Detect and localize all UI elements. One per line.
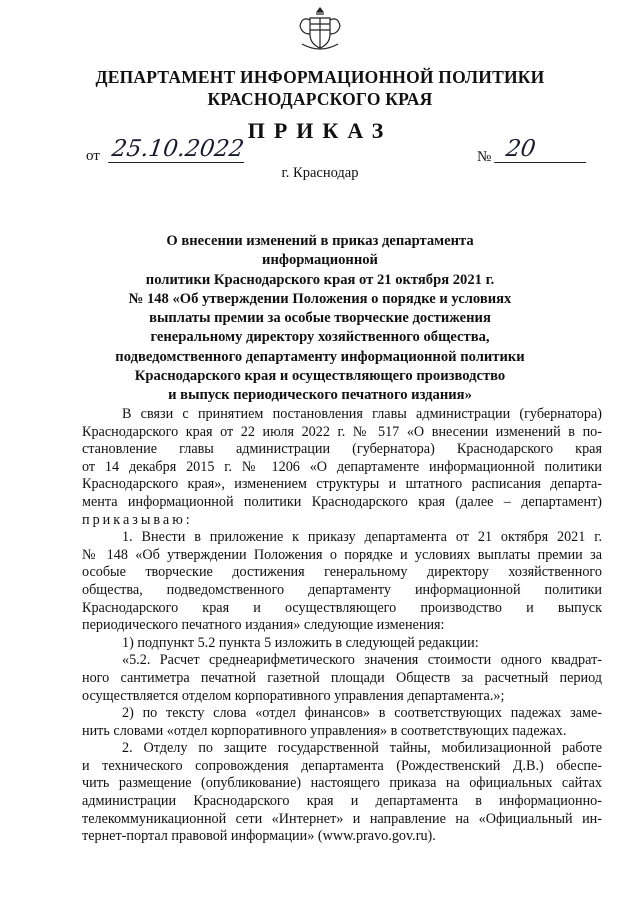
body-line: мента информационной политики Краснодарского края (далее – департамент): [82, 493, 602, 510]
department-line-2: КРАСНОДАРСКОГО КРАЯ: [207, 89, 433, 109]
body-line: и технического сопровождения департамента (Рождественский Д.В.) обеспе-: [82, 757, 602, 774]
subject-line: О внесении изменений в приказ департамента информационной: [166, 233, 474, 269]
body-line: Краснодарского края от 22 июля 2022 г. № 517 «О внесении изменений в по-: [82, 423, 602, 440]
body-line: 2. Отделу по защите государственной тайны, мобилизационной работе: [122, 740, 602, 757]
subject-line: политики Краснодарского края от 21 октября 2021 г.: [145, 271, 495, 288]
coat-of-arms-icon: [296, 4, 344, 54]
body-line: от 14 декабря 2015 г. № 1206 «О департаменте информационной политики: [82, 458, 602, 475]
subject-line: Краснодарского края и осуществляющего производство: [134, 368, 506, 385]
order-title: ПРИКАЗ: [247, 118, 393, 143]
order-body: [82, 406, 602, 846]
subject-line: генеральному директору хозяйственного общества,: [150, 329, 490, 346]
handwritten-date: 25.10.2022: [108, 136, 248, 163]
body-line: периодического печатного издания» следующие изменения:: [82, 617, 445, 634]
handwritten-number: 20: [494, 136, 590, 163]
body-line: общества, подведомственного департаменту информационной политики: [82, 581, 602, 598]
order-subject: [110, 232, 530, 406]
department-name: [60, 66, 580, 110]
body-line: становление главы администрации (губернатора) Краснодарского края: [82, 441, 602, 458]
date-label: от: [86, 148, 100, 164]
body-line: 2) по тексту слова «отдел финансов» в соответствующих падежах заме-: [122, 705, 602, 722]
body-line: 1) подпункт 5.2 пункта 5 изложить в следующей редакции:: [122, 634, 479, 651]
body-line: Краснодарского края», изменением структуры и штатного расписания департа-: [82, 476, 602, 493]
city: г. Краснодар: [281, 165, 359, 181]
body-line: тернет-портал правовой информации» (www.pravo.gov.ru).: [82, 828, 436, 845]
subject-line: подведомственного департаменту информационной политики: [115, 348, 525, 365]
number-label: №: [477, 149, 492, 165]
body-line: «5.2. Расчет среднеарифметического значения стоимости одного квадрат-: [122, 652, 602, 669]
body-line: администрации Краснодарского края и департамента в информационно-: [82, 793, 602, 810]
body-line: № 148 «Об утверждении Положения о порядке и условиях выплаты премии за: [82, 546, 602, 563]
body-line: 1. Внести в приложение к приказу департамента от 21 октября 2021 г.: [122, 529, 602, 546]
subject-line: выплаты премии за особые творческие достижения: [149, 310, 491, 327]
body-line: В связи с принятием постановления главы администрации (губернатора): [122, 406, 602, 422]
body-line: чить размещение (опубликование) настоящего приказа на официальных сайтах: [82, 775, 602, 792]
body-line: ного сантиметра печатной газетной площади Обществ за расчетный период: [82, 669, 602, 686]
subject-line: № 148 «Об утверждении Положения о порядке и условиях: [128, 290, 512, 307]
body-line: телекоммуникационной сети «Интернет» и направление на «Официальный ин-: [82, 810, 602, 827]
body-line: Краснодарского края и осуществляющего производство и выпуск: [82, 599, 602, 616]
subject-line: и выпуск периодического печатного издания»: [168, 387, 472, 404]
body-line: осуществляется отделом корпоративного управления департамента.»;: [82, 687, 505, 704]
body-line-decree: приказываю:: [82, 511, 193, 528]
body-line: нить словами «отдел корпоративного управления» в соответствующих падежах.: [82, 722, 567, 739]
department-line-1: ДЕПАРТАМЕНТ ИНФОРМАЦИОННОЙ ПОЛИТИКИ: [95, 67, 545, 87]
body-line: особые творческие достижения генеральному директору хозяйственного: [82, 564, 602, 581]
